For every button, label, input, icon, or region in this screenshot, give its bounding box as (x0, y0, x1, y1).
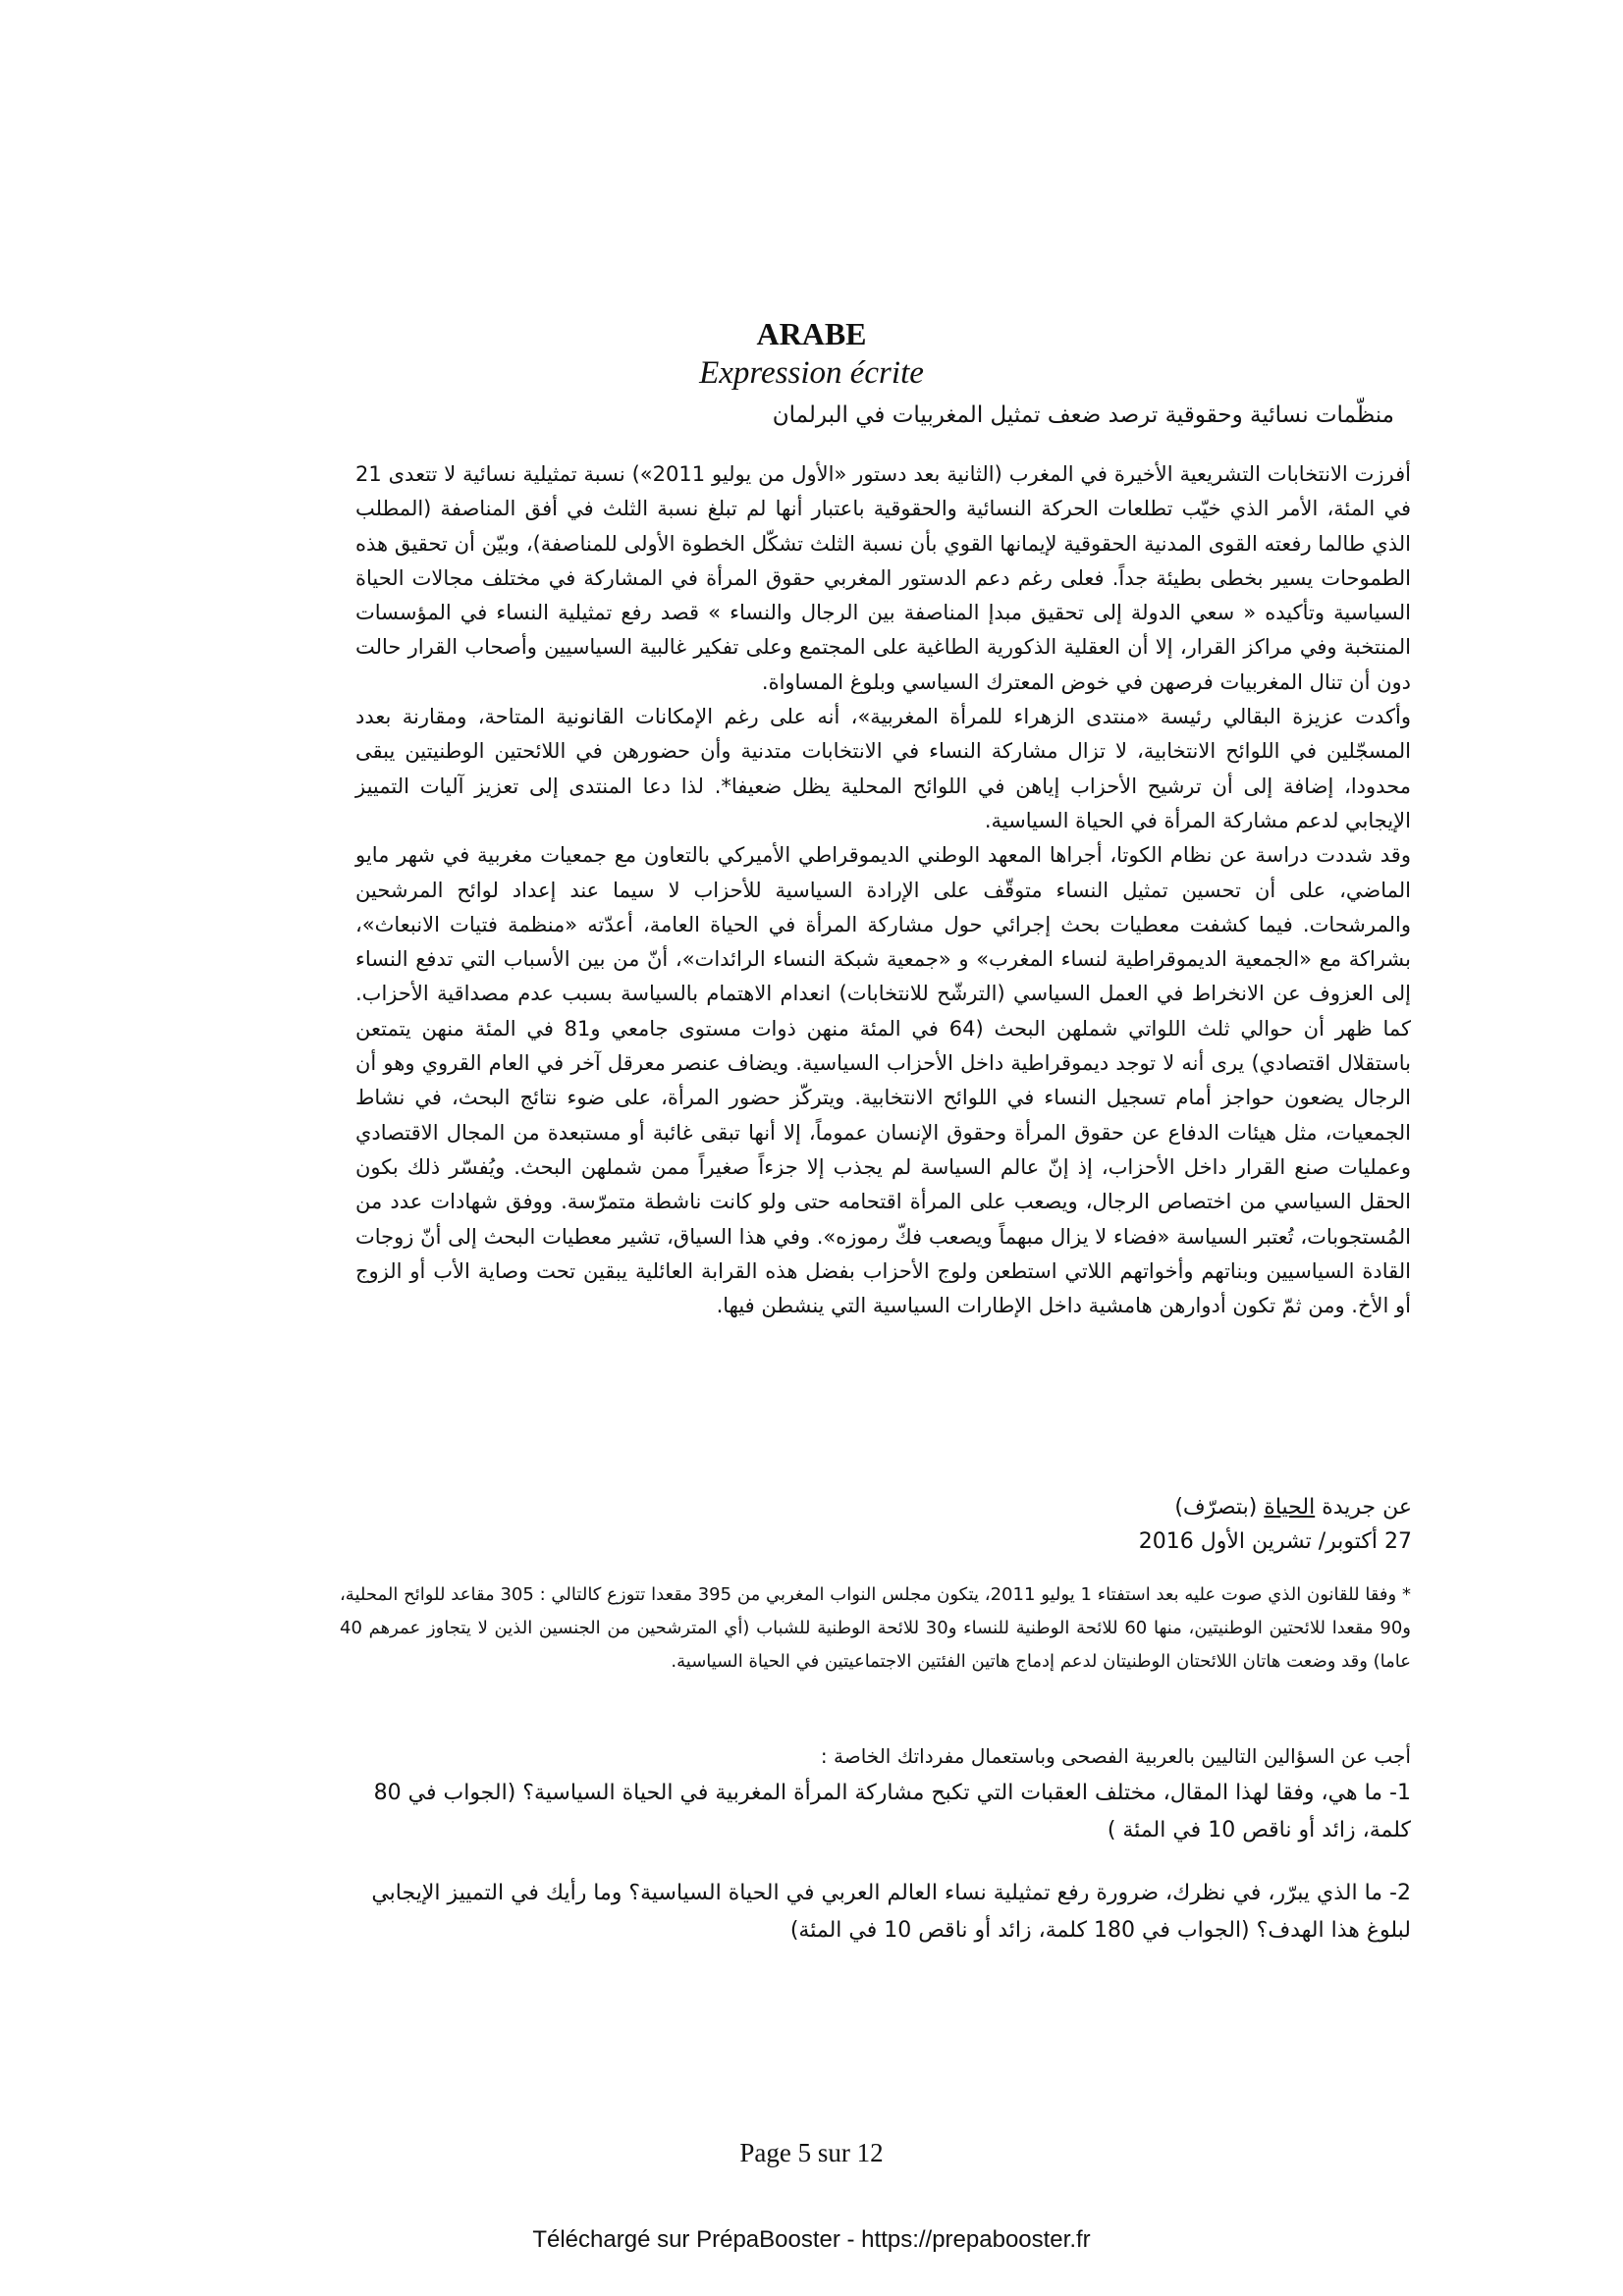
source-date: 27 أكتوبر/ تشرين الأول 2016 (1138, 1529, 1412, 1554)
article-body (355, 457, 1411, 1323)
article-paragraph: أفرزت الانتخابات التشريعية الأخيرة في المغرب (الثانية بعد دستور «الأول من يوليو 2011») نسبة تمثيلية نسائية لا تتعدى 21 في المئة، الأمر الذي خيّب تطلعات الحركة النسائية والحقوقية باعتبار أنها لم تبلغ نسبة الثلث في أفق المناصفة (المطلب الذي طالما رفعته القوى المدنية الحقوقية لإيمانها القوي بأن نسبة الثلث تشكّل الخطوة الأولى للمناصفة)، وبيّن أن تحقيق هذه الطموحات يسير بخطى بطيئة جداً. فعلى رغم دعم الدستور المغربي حقوق المرأة في المشاركة في مختلف مجالات الحياة السياسية وتأكيده « سعي الدولة إلى تحقيق مبدإ المناصفة بين الرجال والنساء » قصد رفع تمثيلية النساء في المؤسسات المنتخبة وفي مراكز القرار، إلا أن العقلية الذكورية الطاغية على المجتمع وعلى تفكير غالبية السياسيين وأصحاب القرار حالت دون أن تنال المغربيات فرصهن في خوض المعترك السياسي وبلوغ المساواة. (355, 462, 1412, 694)
article-paragraph: وأكدت عزيزة البقالي رئيسة «منتدى الزهراء للمرأة المغربية»، أنه على رغم الإمكانات القانونية المتاحة، ومقارنة بعدد المسجّلين في اللوائح الانتخابية، لا تزال مشاركة النساء في الانتخابات متدنية وأن حضورهن في اللائحتين الوطنيتين يبقى محدودا، إضافة إلى أن ترشيح الأحزاب إياهن في اللوائح المحلية يظل ضعيفا*. لذا دعا المنتدى إلى تعزيز آليات التمييز الإيجابي لدعم مشاركة المرأة في الحياة السياسية. (355, 705, 1411, 832)
source-suffix: (بتصرّف) (1174, 1495, 1258, 1520)
source-line (1139, 1490, 1412, 1524)
footnote: * وفقا للقانون الذي صوت عليه بعد استفتاء 1 يوليو 2011، يتكون مجلس النواب المغربي من 395 مقعدا تتوزع كالتالي : 305 مقاعد للوائح المحلية، و90 مقعدا للائحتين الوطنيتين، منها 60 للائحة الوطنية للنساء و30 للائحة الوطنية للشباب (أي المترشحين من الجنسين الذين لا يتجاوز عمرهم 40 عاما) وقد وضعت هاتان اللائحتان الوطنيتان لدعم إدماج هاتين الفئتين الاجتماعيتين في الحياة السياسية. (340, 1584, 1412, 1672)
source-prefix: عن جريدة (1322, 1495, 1412, 1520)
article-paragraph: وقد شددت دراسة عن نظام الكوتا، أجراها المعهد الوطني الديموقراطي الأميركي بالتعاون مع جمعيات مغربية في شهر مايو الماضي، على أن تحسين تمثيل النساء متوقّف على الإرادة السياسية للأحزاب لا سيما عند إعداد لوائح المرشحين والمرشحات. فيما كشفت معطيات بحث إجرائي حول مشاركة المرأة في الحياة العامة، أعدّته «منظمة فتيات الانبعاث»، بشراكة مع «الجمعية الديموقراطية لنساء المغرب» و «جمعية شبكة النساء الرائدات»، أنّ من بين الأسباب التي تدفع النساء إلى العزوف عن الانخراط في العمل السياسي (الترشّح للانتخابات) انعدام الاهتمام بالسياسة بسبب عدم مصداقية الأحزاب. كما ظهر أن حوالي ثلث اللواتي شملهن البحث (64 في المئة منهن ذوات مستوى جامعي و81 في المئة منهن يتمتعن باستقلال اقتصادي) يرى أنه لا توجد ديموقراطية داخل الأحزاب السياسية. ويضاف عنصر معرقل آخر في العام القروي وهو أن الرجال يضعون حواجز أمام تسجيل النساء في اللوائح الانتخابية. ويتركّز حضور المرأة، على ضوء نتائج البحث، في نشاط الجمعيات، مثل هيئات الدفاع عن حقوق المرأة وحقوق الإنسان عموماً، إلا أنها تبقى غائبة أو مستبعدة من المجال الاقتصادي وعمليات صنع القرار داخل الأحزاب، إذ إنّ عالم السياسة لم يجذب إلا جزءاً صغيراً ممن شملهن البحث. ويُفسّر ذلك بكون الحقل السياسي من اختصاص الرجال، ويصعب على المرأة اقتحامه حتى ولو كانت ناشطة متمرّسة. ووفق شهادات عدد من المُستجوبات، تُعتبر السياسة «فضاء لا يزال مبهماً ويصعب فكّ رموزه». وفي هذا السياق، تشير معطيات البحث إلى أنّ زوجات القادة السياسيين وبناتهم وأخواتهم اللاتي استطعن ولوج الأحزاب بفضل هذه القرابة العائلية يبقين تحت وصاية الأب أو الزوج أو الأخ. ومن ثمّ تكون أدوارهن هامشية داخل الإطارات السياسية التي ينشطن فيها. (355, 843, 1411, 1318)
download-notice: Téléchargé sur PrépaBooster - https://prepabooster.fr (532, 2226, 1091, 2253)
page-number: Page 5 sur 12 (739, 2138, 884, 2167)
question-1: 1- ما هي، وفقا لهذا المقال، مختلف العقبات التي تكبح مشاركة المرأة المغربية في الحياة السياسية؟ (الجواب في 80 كلمة، زائد أو ناقص 10 في المئة ) (373, 1781, 1411, 1842)
page-title: ARABE (756, 316, 867, 351)
questions-section (340, 1737, 1411, 1949)
page-subtitle: Expression écrite (699, 355, 924, 391)
newspaper-name: الحياة (1264, 1495, 1316, 1520)
question-2: 2- ما الذي يبرّر، في نظرك، ضرورة رفع تمثيلية نساء العالم العربي في الحياة السياسية؟ وما رأيك في التمييز الإيجابي لبلوغ هذا الهدف؟ (الجواب في 180 كلمة، زائد أو ناقص 10 في المئة) (371, 1881, 1411, 1943)
article-source (1139, 1490, 1412, 1559)
article-title: منظّمات نسائية وحقوقية ترصد ضعف تمثيل المغربيات في البرلمان (772, 402, 1394, 428)
questions-instruction: أجب عن السؤالين التاليين بالعربية الفصحى وباستعمال مفرداتك الخاصة : (820, 1744, 1411, 1768)
